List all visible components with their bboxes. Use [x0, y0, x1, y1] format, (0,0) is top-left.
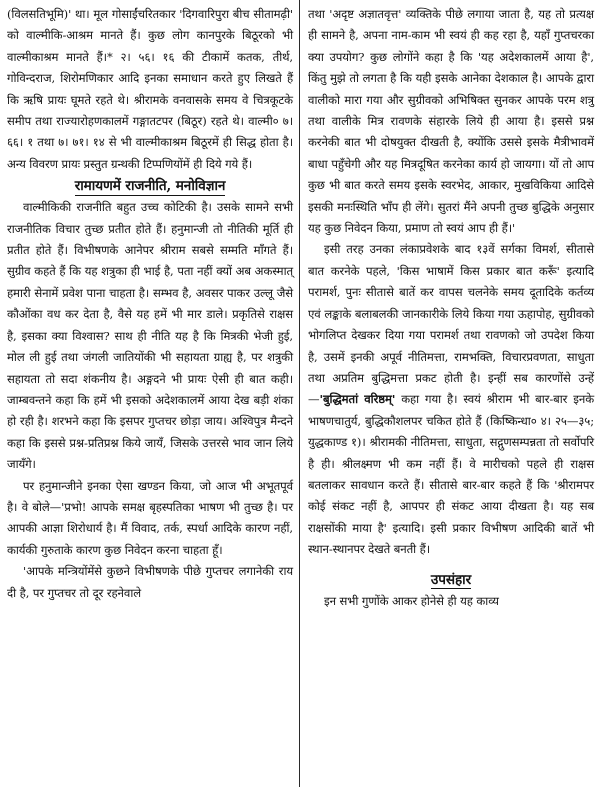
section-heading-politics — [7, 175, 293, 197]
section-heading-conclusion-text: उपसंहार — [430, 571, 472, 588]
right-paragraph-1: तथा 'अदृष्ट अज्ञातवृत्त' व्यक्तिके पीछे लगाया जाता है, यह तो प्रत्यक्ष ही सामने है, अपना नाम-काम भी स्वयं ही कह रहा है, यहाँ गुप्तचरका क्या उपयोग? कुछ लोगोंने कहा है कि 'यह अदेशकालमें आया है', किंतु मुझे तो लगता है कि यही इसके आनेका देशकाल है। आपके द्वारा वालीको मारा गया और सुग्रीवको अभिषिक्त सुनकर आपके परम शत्रु तथा वालीके मित्र रावणके संहारके लिये ही आया है। इससे प्रश्न करनेकी बात भी दोषयुक्त दीखती है, क्योंकि उससे इसके मैत्रीभावमें बाधा पहुँचेगी और यह मित्रदूषित करनेका कार्य हो जायगा। यों तो आप कुछ भी बात करते समय इसके स्वरभेद, आकार, मुखविकिया आदिसे इसकी मनःस्थिति भाँप ही लेंगे। सुतरां मैंने अपनी तुच्छ बुद्धिके अनुसार यह कुछ निवेदन किया, प्रमाण तो स्वयं आप ही हैं।' — [308, 7, 594, 236]
left-paragraph-1: (विलसतिभूमि)' था। मूल गोसाईंचरितकार 'दिगवारिपुरा बीच सीतामढ़ी' को वाल्मीकि-आश्रम मानते हैं। कुछ लोग कानपुरके बिठूरको भी वाल्मीकाश्रम मानते हैं।* २। ५६। १६ की टीकामें कतक, तीर्थ, गोविन्दराज, शिरोमणिकार आदि इनका समाधान करते हुए लिखते हैं कि ऋषि प्रायः घूमते रहते थे। श्रीरामके वनवासके समय वे चित्रकूटके समीप तथा राज्यारोहणकालमें गङ्गातटपर (बिठूर) रहते थे। वाल्मी० ७। ६६। १ तथा ७। ७१। १४ से भी वाल्मीकाश्रम बिठूरमें ही सिद्ध होता है। अन्य विवरण प्रायः प्रस्तुत ग्रन्थकी टिप्पणियोंमें ही दिये गये हैं। — [7, 7, 293, 171]
section-heading-conclusion — [308, 569, 594, 591]
section-heading-politics-text: रामायणमें राजनीति, मनोविज्ञान — [74, 178, 226, 195]
left-paragraph-4: 'आपके मन्त्रियोंमेंसे कुछने विभीषणके पीछे गुप्तचर लगानेकी राय दी है, पर गुप्तचर तो दूर रहनेवाले — [7, 564, 293, 600]
quote-buddhimatam: 'बुद्धिमतां वरिष्ठम्' — [319, 392, 396, 407]
column-divider — [299, 0, 300, 787]
right-paragraph-3: इन सभी गुणोंके आकर होनेसे ही यह काव्य — [324, 593, 499, 608]
left-column — [7, 4, 293, 604]
right-paragraph-2-lead: इसी तरह उनका लंकाप्रवेशके बाद १३वें सर्गका विमर्श, सीतासे बात करनेके पहले, 'किस भाषामें किस प्रकार बात करूँ' इत्यादि परामर्श, पुनः सीतासे बातें कर वापस चलनेके समय दूतादिके कर्तव्य एवं लङ्काके बलाबलकी जानकारीके लिये किया गया ऊहापोह, सुग्रीवको भोगलिप्त देखकर दिया गया परामर्श तथा रावणको जो उपदेश किया है, उसमें इनकी अपूर्व नीतिमत्ता, रामभक्ति, विचारप्रवणता, साधुता तथा अप्रतिम बुद्धिमत्ता प्रकट होती है। इन्हीं सब कारणोंसे उन्हें— — [308, 242, 594, 407]
right-column — [308, 4, 594, 612]
right-paragraph-2 — [308, 239, 594, 560]
right-paragraph-2-tail: कहा गया है। स्वयं श्रीराम भी बार-बार इनके भाषणचातुर्य, बुद्धिकौशलपर चकित होते हैं (किष्किन्धा० ४। २५—३५; युद्धकाण्ड १)। श्रीरामकी नीतिमत्ता, साधुता, सद्गुणसम्पन्नता तो सर्वोपरि है ही। श्रीलक्ष्मण भी कम नहीं हैं। वे मारीचको पहले ही राक्षस बतलाकर सावधान करते हैं। सीतासे बार-बार कहते हैं कि 'श्रीरामपर कोई संकट नहीं है, आपपर ही संकट आया दीखता है। यह सब राक्षसोंकी माया है' इत्यादि। इसी प्रकार विभीषण आदिकी बातें भी स्थान-स्थानपर देखते बनती हैं। — [308, 392, 594, 557]
left-paragraph-2: वाल्मीकिकी राजनीति बहुत उच्च कोटिकी है। उसके सामने सभी राजनीतिक विचार तुच्छ प्रतीत होते हैं। हनुमान्जी तो नीतिकी मूर्ति ही प्रतीत होते हैं। विभीषणके आनेपर श्रीराम सबसे सम्मति माँगते हैं। सुग्रीव कहते हैं कि यह शत्रुका ही भाई है, पता नहीं क्यों अब अकस्मात् हमारी सेनामें प्रवेश पाना चाहता है। सम्भव है, अवसर पाकर उल्लू जैसे कौओंका वध कर देता है, वैसे यह हमें भी मार डाले। प्रकृतिसे राक्षस है, इसका क्या विश्वास? साथ ही नीति यह है कि मित्रकी भेजी हुई, मोल ली हुई तथा जंगली जातियोंकी भी सहायता ग्राह्य है, पर शत्रुकी सहायता तो सदा शंकनीय है। अङ्गदने भी प्रायः ऐसी ही बात कही। जाम्बवन्तने कहा कि हमें भी इसको अदेशकालमें आया देख बड़ी शंका हो रही है। शरभने कहा कि इसपर गुप्तचर छोड़ा जाय। अश्विपुत्र मैन्दने कहा कि इससे प्रश्न-प्रतिप्रश्न किये जायँ, जिसके उत्तरसे भाव जान लिये जायँगे। — [7, 200, 293, 472]
left-paragraph-3: पर हनुमान्जीने इनका ऐसा खण्डन किया, जो आज भी अभूतपूर्व है। वे बोले—'प्रभो! आपके समक्ष बृहस्पतिका भाषण भी तुच्छ है। पर आपकी आज्ञा शिरोधार्य है। मैं विवाद, तर्क, स्पर्धा आदिके कारण नहीं, कार्यकी गुरुताके कारण कुछ निवेदन करना चाहता हूँ। — [7, 478, 293, 557]
